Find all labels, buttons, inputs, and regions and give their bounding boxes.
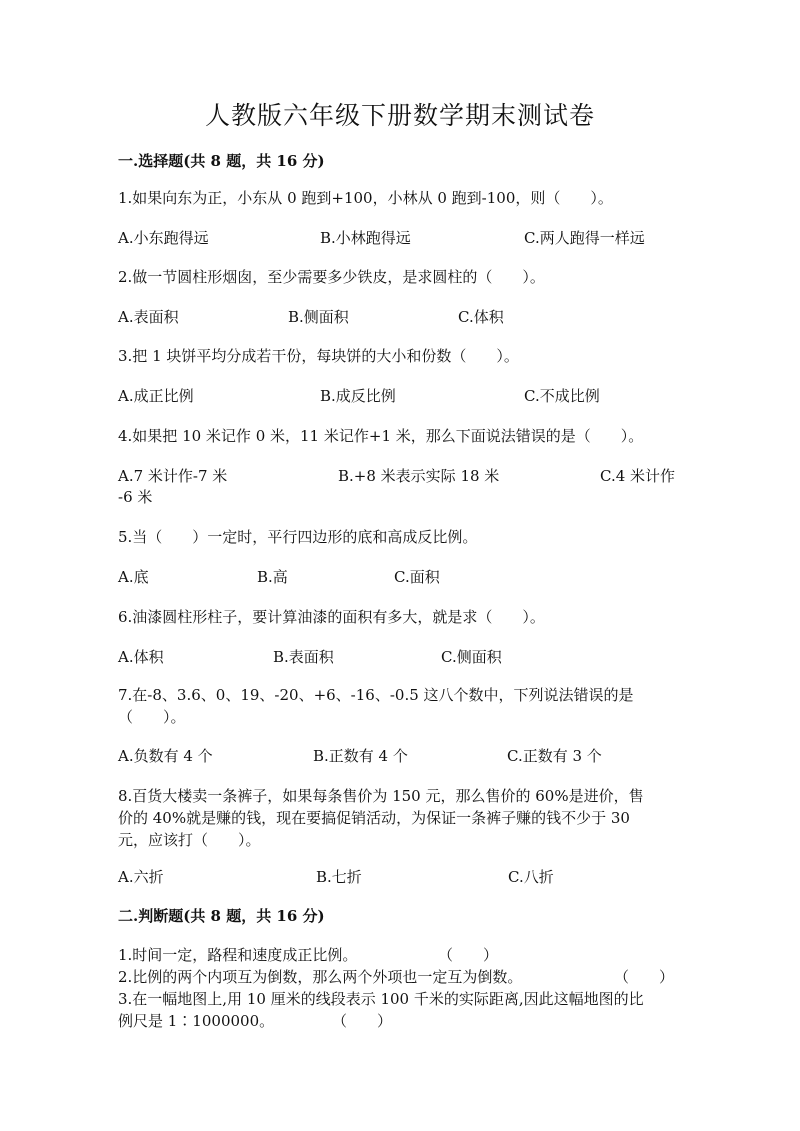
judge-item-text-line-2: 例尺是 1∶1000000。 [118, 1012, 275, 1030]
judge-item-text: 2.比例的两个内项互为倒数，那么两个外项也一定互为倒数。 [118, 968, 523, 986]
option-a: A.成正比例 [118, 387, 194, 405]
question-8-line-1: 8.百货大楼卖一条裤子，如果每条售价为 150 元，那么售价的 60%是进价，售 [118, 787, 644, 805]
options-2 [118, 306, 686, 328]
option-b: B.侧面积 [288, 308, 349, 326]
question-8 [118, 785, 686, 851]
option-c: C.面积 [394, 568, 440, 586]
option-b: B.七折 [316, 868, 362, 886]
option-c: C.4 米计作 [600, 467, 676, 485]
question-4: 4.如果把 10 米记作 0 米，11 米记作+1 米，那么下面说法错误的是（ ）。 [118, 427, 644, 445]
option-c: C.两人跑得一样远 [524, 229, 645, 247]
options-7 [118, 745, 686, 767]
option-b: B.小林跑得远 [320, 229, 411, 247]
option-c: C.体积 [458, 308, 504, 326]
options-4 [118, 465, 686, 487]
question-8-line-3: 元，应该打（ ）。 [118, 831, 261, 849]
options-1 [118, 227, 686, 249]
option-b: B.成反比例 [320, 387, 396, 405]
question-6: 6.油漆圆柱形柱子，要计算油漆的面积有多大，就是求（ ）。 [118, 608, 545, 626]
section-heading-judgement: 二.判断题(共 8 题，共 16 分) [118, 907, 325, 925]
options-5 [118, 566, 686, 588]
question-7 [118, 684, 686, 728]
option-b: B.高 [257, 568, 288, 586]
option-c: C.侧面积 [441, 648, 502, 666]
answer-blank: （ ） [614, 968, 675, 986]
option-b: B.表面积 [273, 648, 334, 666]
judge-item-line-2 [118, 1010, 686, 1032]
option-c: C.正数有 3 个 [507, 747, 602, 765]
judge-item-3 [118, 988, 686, 1032]
question-1: 1.如果向东为正，小东从 0 跑到+100，小林从 0 跑到-100，则（ ）。 [118, 189, 613, 207]
options-8 [118, 866, 686, 888]
question-7-line-2: （ ）。 [118, 708, 186, 726]
option-a: A.表面积 [118, 308, 179, 326]
judge-item-text-line-1: 3.在一幅地图上,用 10 厘米的线段表示 100 千米的实际距离,因此这幅地图的比 [118, 990, 644, 1008]
option-c-continued: -6 米 [118, 488, 153, 506]
options-6 [118, 646, 686, 668]
option-a: A.六折 [118, 868, 164, 886]
option-c: C.不成比例 [524, 387, 600, 405]
judge-item-1 [118, 944, 686, 966]
option-b: B.+8 米表示实际 18 米 [338, 467, 500, 485]
question-3: 3.把 1 块饼平均分成若干份，每块饼的大小和份数（ ）。 [118, 347, 519, 365]
option-c: C.八折 [508, 868, 554, 886]
option-b: B.正数有 4 个 [313, 747, 408, 765]
option-a: A.负数有 4 个 [118, 747, 213, 765]
option-a: A.小东跑得远 [118, 229, 209, 247]
answer-blank: （ ） [332, 1012, 393, 1030]
judge-item-text: 1.时间一定，路程和速度成正比例。 [118, 946, 358, 964]
option-a: A.底 [118, 568, 149, 586]
question-7-line-1: 7.在-8、3.6、0、19、-20、+6、-16、-0.5 这八个数中，下列说法错误的是 [118, 686, 634, 704]
options-3 [118, 385, 686, 407]
options-4-wrap [118, 486, 686, 508]
question-8-line-2: 价的 40%就是赚的钱，现在要搞促销活动，为保证一条裤子赚的钱不少于 30 [118, 809, 630, 827]
option-a: A.体积 [118, 648, 164, 666]
answer-blank: （ ） [438, 946, 499, 964]
question-5: 5.当（ ）一定时，平行四边形的底和高成反比例。 [118, 528, 478, 546]
section-heading-choice: 一.选择题(共 8 题，共 16 分) [118, 152, 325, 170]
option-a: A.7 米计作-7 米 [118, 467, 228, 485]
judge-item-2 [118, 966, 686, 988]
question-2: 2.做一节圆柱形烟囱，至少需要多少铁皮，是求圆柱的（ ）。 [118, 268, 545, 286]
page-title: 人教版六年级下册数学期末测试卷 [204, 101, 595, 130]
